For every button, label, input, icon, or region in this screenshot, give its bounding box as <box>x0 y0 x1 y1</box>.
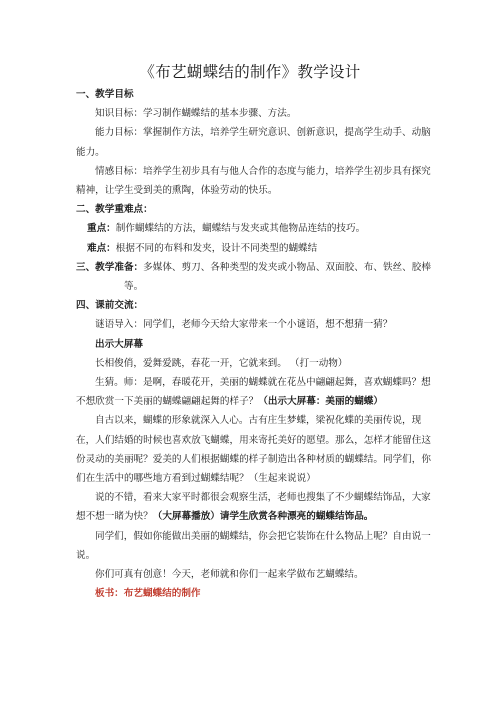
hard-point-label: 难点： <box>87 242 116 254</box>
riddle: 长相俊俏，爱舞爱跳，春花一开，它就来到。 （打一动物） <box>95 357 348 369</box>
creative-paragraph: 你们可真有创意！今天，老师就和你们一起来学做布艺蝴蝶结。 <box>95 569 364 581</box>
section-heading-goals: 一、教学目标 <box>76 89 134 100</box>
section-heading-lesson: 四、课前交流： <box>76 300 144 312</box>
decorate-paragraph: 同学们，假如你能做出美丽的蝴蝶结，你会把它装饰在什么物品上呢？自由说一说。 <box>76 530 431 561</box>
ability-goal: 能力目标：掌握制作方法，培养学生研究意识、创新意识，提高学生动手、动脑能力。 <box>76 127 431 158</box>
answer-paragraph <box>76 373 432 411</box>
answer-screen-cue: （出示大屏幕：美丽的蝴蝶） <box>258 396 383 408</box>
section-heading-key-points: 二、教学重难点： <box>76 204 153 216</box>
section-heading-prep: 三、教学准备： <box>76 261 144 273</box>
document-body <box>76 85 432 603</box>
prep-text: 多媒体、剪刀、各种类型的发夹或小物品、双面胶、布、铁丝、胶棒等。 <box>124 261 431 293</box>
document-title: 《布艺蝴蝶结的制作》教学设计 <box>139 63 361 81</box>
hard-point <box>76 239 432 258</box>
knowledge-goal: 知识目标：学习制作蝴蝶结的基本步骤、方法。 <box>95 108 297 120</box>
observe-text: 说的不错，看来大家平时都很会观察生活，老师也搜集了不少蝴蝶结饰品，大家想不想一睹为快？ <box>76 492 431 523</box>
key-point-label: 重点： <box>87 223 116 235</box>
observe-screen-cue: （大屏幕播放）请学生欣赏各种漂亮的蝴蝶结饰品。 <box>152 511 374 523</box>
hard-point-text: 根据不同的布料和发夹，设计不同类型的蝴蝶结 <box>115 242 318 254</box>
section-prep <box>76 258 432 296</box>
screen-cue: 出示大屏幕 <box>95 338 143 350</box>
riddle-intro: 谜语导入：同学们，老师今天给大家带来一个小谜语，想不想猜一猜？ <box>95 319 393 331</box>
history-paragraph: 自古以来，蝴蝶的形象就深入人心。古有庄生梦蝶，梁祝化蝶的美丽传说，现在，人们结婚的时候也喜欢放飞蝴蝶，用来寄托美好的愿望。那么，怎样才能留住这份灵动的美丽呢？爱美的人们根据蝴蝶的样子制造出各种材质的蝴蝶结。同学们，你们在生活中的哪些地方看到过蝴蝶结呢？（生起来说说） <box>76 415 431 485</box>
emotion-goal: 情感目标：培养学生初步具有与他人合作的态度与能力，培养学生初步具有探究精神，让学生受到美的熏陶，体验劳动的快乐。 <box>76 165 431 197</box>
observe-paragraph <box>76 488 432 526</box>
key-point-text: 制作蝴蝶结的方法，蝴蝶结与发夹或其他物品连结的技巧。 <box>115 223 366 235</box>
board-note: 板书：布艺蝴蝶结的制作 <box>95 588 201 600</box>
answer-text: 生猜。师：是啊，春暖花开，美丽的蝴蝶就在花丛中翩翩起舞，喜欢蝴蝶吗？想不想欣赏一下美丽的蝴蝶翩翩起舞的样子？ <box>76 377 431 408</box>
key-point <box>76 219 432 238</box>
